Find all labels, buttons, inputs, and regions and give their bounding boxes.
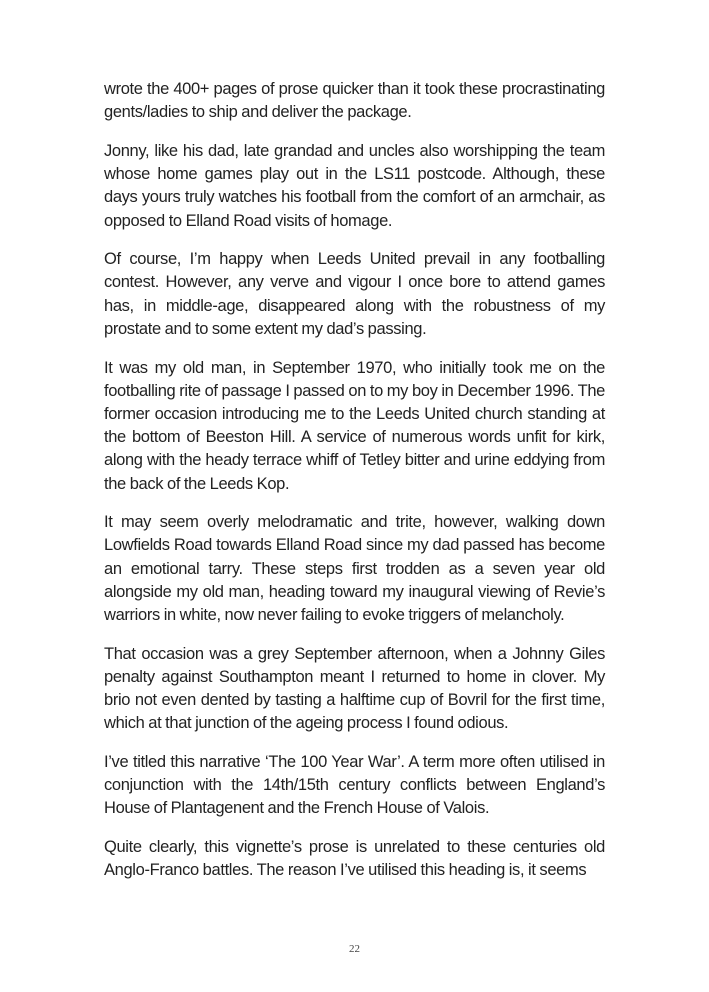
paragraph-4: It was my old man, in September 1970, who initially took me on the footballing rite of passage I passed on to my boy in December 1996. The former occasion introducing me to the Leeds United church standing at the bottom of Beeston Hill. A service of numerous words unfit for kirk, along with the heady terrace whiff of Tetley bitter and urine eddying from the back of the Leeds Kop. [104, 358, 605, 493]
paragraph-7: I’ve titled this narrative ‘The 100 Year War’. A term more often utilised in conjunction with the 14th/15th century conflicts between England’s House of Plantagenent and the French House of Valois. [104, 753, 605, 818]
page-body [104, 78, 605, 898]
paragraph-2: Jonny, like his dad, late grandad and uncles also worshipping the team whose home games play out in the LS11 postcode. Although, these days yours truly watches his football from the comfort of an armchair, as opposed to Elland Road visits of homage. [104, 141, 605, 230]
paragraph-5: It may seem overly melodramatic and trite, however, walking down Lowfields Road towards Elland Road since my dad passed has become an emotional tarry. These steps first trodden as a seven year old alongside my old man, heading toward my inaugural viewing of Revie’s warriors in white, now never failing to evoke triggers of melancholy. [104, 513, 605, 625]
paragraph-3: Of course, I’m happy when Leeds United prevail in any footballing contest. However, any verve and vigour I once bore to attend games has, in middle-age, disappeared along with the robustness of my prostate and to some extent my dad’s passing. [104, 250, 605, 338]
paragraph-1: wrote the 400+ pages of prose quicker than it took these procrastinating gents/ladies to ship and deliver the package. [104, 80, 605, 122]
paragraph-8: Quite clearly, this vignette’s prose is unrelated to these centuries old Anglo-Franco battles. The reason I’ve utilised this heading is, it seems [104, 838, 605, 880]
paragraph-6: That occasion was a grey September afternoon, when a Johnny Giles penalty against Southampton meant I returned to home in clover. My brio not even dented by tasting a halftime cup of Bovril for the first time, which at that junction of the ageing process I found odious. [104, 644, 605, 733]
page-number: 22 [349, 943, 360, 955]
